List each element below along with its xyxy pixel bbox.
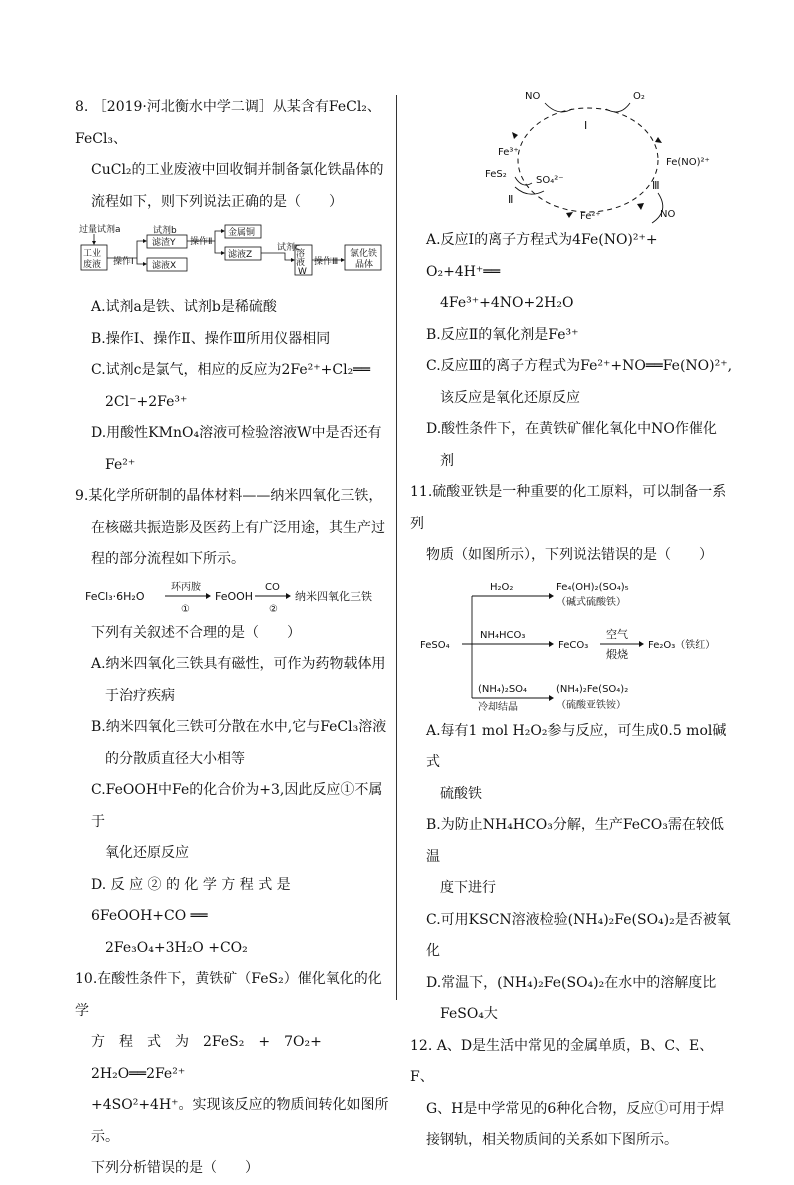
q9-line-1: 9.某化学所研制的晶体材料——纳米四氧化三铁， [75, 488, 383, 504]
q9-option-d-cont: 2Fe₃O₄+3H₂O +CO₂ [105, 939, 248, 956]
waste-label-2: 废液 [83, 260, 102, 270]
q11-p4-name: （硫酸亚铁铵） [556, 699, 626, 711]
waste-label-1: 工业 [83, 249, 102, 259]
q11-option-b: B.为防止NH₄HCO₃分解，生产FeCO₃需在较低温 [426, 817, 724, 865]
q10-option-a-cont: 4Fe³⁺+4NO+2H₂O [440, 295, 574, 311]
q8-option-d: D.用酸性KMnO₄溶液可检验溶液W中是否还有 [91, 425, 382, 441]
q11-r2: NH₄HCO₃ [480, 629, 526, 641]
product-label-2: 晶体 [355, 260, 374, 270]
q12-line-2: G、H是中学常见的6种化合物，反应①可用于焊 [426, 1100, 725, 1117]
q10-option-a: A.反应Ⅰ的离子方程式为4Fe(NO)²⁺+ O₂+4H⁺══ [426, 232, 658, 280]
q10-option-b: B.反应Ⅱ的氧化剂是Fe³⁺ [426, 326, 579, 343]
q8-option-a: A.试剂a是铁、试剂b是稀硫酸 [91, 299, 277, 315]
solution-w-label-3: W [298, 267, 307, 277]
q11-r1: H₂O₂ [490, 581, 514, 593]
cycle-no-bottom: NO [660, 209, 676, 220]
cycle-no-top: NO [525, 91, 541, 102]
q9-option-a: A.纳米四氧化三铁具有磁性，可作为药物载体用 [91, 656, 386, 672]
q11-p2: FeCO₃ [558, 639, 589, 651]
q11-cool: 冷却结晶 [478, 701, 518, 713]
filtrate-x-label: 滤液X [152, 261, 177, 271]
q9-option-d: D. 反 应 ② 的 化 学 方 程 式 是 6FeOOH+CO ══ [91, 876, 291, 924]
q8-line-2: CuCl₂的工业废液中回收铜并制备氯化铁晶体的 [91, 162, 384, 178]
cycle-o2: O₂ [633, 91, 645, 102]
q10-option-c-cont: 该反应是氧化还原反应 [440, 389, 580, 406]
metal-cu-label: 金属铜 [228, 228, 256, 238]
q11-p1-name: （碱式硫酸铁） [556, 596, 626, 608]
q9-line-2: 在核磁共振造影及医药上有广泛用途，其生产过 [91, 519, 385, 536]
q9-mid: FeOOH [215, 589, 254, 603]
cycle-label-iii: Ⅲ [652, 179, 660, 192]
q11-p3: Fe₂O₃（铁红） [648, 639, 716, 651]
q9-step1-num: ① [181, 603, 190, 615]
q11-line-2: 物质（如图所示），下列说法错误的是（ ） [426, 547, 713, 563]
cycle-label-ii: Ⅱ [508, 193, 514, 206]
q9-option-c: C.FeOOH中Fe的化合价为+3,因此反应①不属于 [91, 782, 383, 830]
q9-question: 下列有关叙述不合理的是（ ） [91, 624, 301, 641]
q11-option-b-cont: 度下进行 [440, 880, 496, 896]
filtrate-y-label: 滤渣Y [152, 238, 176, 248]
cycle-label-i: Ⅰ [584, 119, 588, 132]
cycle-feno: Fe(NO)²⁺ [666, 157, 710, 168]
q9-option-b-cont: 的分散质直径大小相等 [105, 750, 245, 767]
cycle-fe3: Fe³⁺ [498, 147, 519, 158]
q10-line-2: 方 程 式 为 2FeS₂ + 7O₂+ 2H₂O══2Fe²⁺ [91, 1034, 336, 1082]
q10-cycle-diagram [470, 85, 730, 225]
q8-flowchart [77, 220, 392, 286]
q8-option-c-cont: 2Cl⁻+2Fe³⁺ [105, 393, 188, 410]
q8-option-d-cont: Fe²⁺ [105, 456, 136, 473]
q11-start: FeSO₄ [420, 639, 450, 651]
q9-end: 纳米四氧化三铁 [295, 589, 372, 603]
q11-option-d: D.常温下，(NH₄)₂Fe(SO₄)₂在水中的溶解度比 [426, 974, 717, 991]
q11-option-a: A.每有1 mol H₂O₂参与反应，可生成0.5 mol碱式 [426, 722, 727, 770]
q9-start: FeCl₃·6H₂O [85, 589, 145, 603]
right-column [410, 85, 735, 1157]
q9-flow [85, 580, 400, 616]
q9-step2: CO [265, 581, 280, 593]
q10-line-3: +4SO²+4H⁺。实现该反应的物质间转化如图所示。 [91, 1097, 389, 1145]
q12-line-3: 接钢轨，相关物质间的关系如下图所示。 [426, 1132, 678, 1148]
q8-option-c: C.试剂c是氯气，相应的反应为2Fe²⁺+Cl₂══ [91, 362, 371, 378]
q12-line-1: 12. A、D是生活中常见的金属单质，B、C、E、F、 [410, 1037, 714, 1085]
reagent-c-label: 试剂c [277, 243, 300, 253]
q9-option-c-cont: 氧化还原反应 [105, 845, 189, 861]
q11-r3: (NH₄)₂SO₄ [478, 683, 528, 695]
solution-w-label-1: 溶 [296, 249, 306, 259]
product-label-1: 氯化铁 [350, 249, 378, 259]
q8-option-b: B.操作Ⅰ、操作Ⅱ、操作Ⅲ所用仪器相同 [91, 330, 331, 347]
q11-option-d-cont: FeSO₄大 [440, 1006, 498, 1022]
q9-option-a-cont: 于治疗疾病 [105, 687, 175, 704]
solution-w-label-2: 液 [296, 258, 306, 268]
q10-option-d: D.酸性条件下，在黄铁矿催化氧化中NO作催化 [426, 421, 717, 437]
q11-option-c: C.可用KSCN溶液检验(NH₄)₂Fe(SO₄)₂是否被氧化 [426, 911, 731, 959]
q10-line-4: 下列分析错误的是（ ） [91, 1160, 259, 1176]
q9-step1: 环丙胺 [171, 581, 201, 593]
op3-label: 操作Ⅲ [314, 257, 339, 267]
cycle-fes2: FeS₂ [485, 169, 507, 180]
column-divider [396, 95, 397, 1000]
q11-p4: (NH₄)₂Fe(SO₄)₂ [556, 683, 629, 695]
q10-line-1: 10.在酸性条件下，黄铁矿（FeS₂）催化氧化的化学 [75, 971, 382, 1019]
filtrate-z-label: 滤液Z [228, 250, 253, 260]
q11-option-a-cont: 硫酸铁 [440, 785, 482, 802]
q8-line-3: 流程如下，则下列说法正确的是（ ） [91, 193, 343, 210]
left-column [75, 92, 390, 1185]
q11-air: 空气 [606, 627, 628, 641]
reagent-a-label: 过量试剂a [79, 225, 121, 235]
cycle-so4: SO₄²⁻ [536, 175, 564, 186]
q9-step2-num: ② [269, 603, 278, 615]
q11-diagram [420, 574, 745, 714]
q11-line-1: 11.硫酸亚铁是一种重要的化工原料，可以制备一系列 [410, 484, 727, 532]
op1-label: 操作Ⅰ [113, 257, 134, 267]
q11-calc: 煅烧 [606, 647, 628, 661]
q10-option-d-cont: 剂 [440, 452, 454, 469]
reagent-b-label: 试剂b [153, 226, 177, 236]
q8-line-1: 8. ［2019·河北衡水中学二调］从某含有FeCl₂、FeCl₃、 [75, 99, 381, 147]
q9-option-b: B.纳米四氧化三铁可分散在水中,它与FeCl₃溶液 [91, 719, 387, 735]
op2-label: 操作Ⅱ [190, 237, 213, 247]
q10-option-c: C.反应Ⅲ的离子方程式为Fe²⁺+NO══Fe(NO)²⁺, [426, 358, 733, 374]
cycle-fe2: Fe²⁺ [580, 211, 601, 222]
q9-line-3: 程的部分流程如下所示。 [91, 551, 245, 567]
q11-p1: Fe₄(OH)₂(SO₄)₅ [556, 581, 629, 593]
